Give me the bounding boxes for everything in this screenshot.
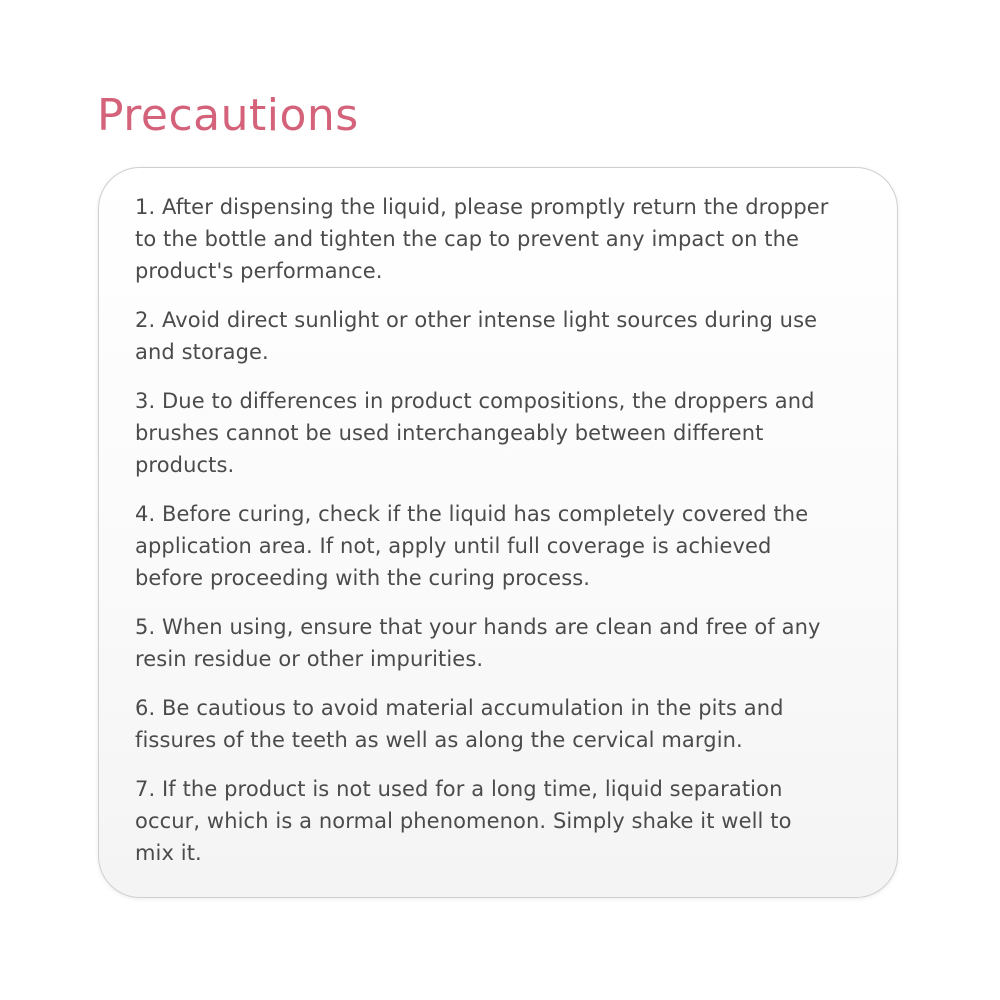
page-title: Precautions — [97, 90, 359, 141]
precaution-item: 2. Avoid direct sunlight or other intense light sources during use and storage. — [135, 308, 818, 364]
precautions-list — [135, 191, 877, 886]
precaution-item: 3. Due to differences in product compositions, the droppers and brushes cannot be used interchangeably between different products. — [135, 389, 815, 477]
precaution-item: 6. Be cautious to avoid material accumulation in the pits and fissures of the teeth as well as along the cervical margin. — [135, 696, 784, 752]
precautions-card — [98, 167, 898, 898]
precaution-item: 5. When using, ensure that your hands are clean and free of any resin residue or other impurities. — [135, 615, 821, 671]
precaution-item: 1. After dispensing the liquid, please promptly return the dropper to the bottle and tighten the cap to prevent any impact on the product's performance. — [135, 195, 829, 283]
precaution-item: 7. If the product is not used for a long time, liquid separation occur, which is a normal phenomenon. Simply shake it well to mix it. — [135, 777, 792, 865]
precaution-item: 4. Before curing, check if the liquid has completely covered the application area. If not, apply until full coverage is achieved before proceeding with the curing process. — [135, 502, 809, 590]
